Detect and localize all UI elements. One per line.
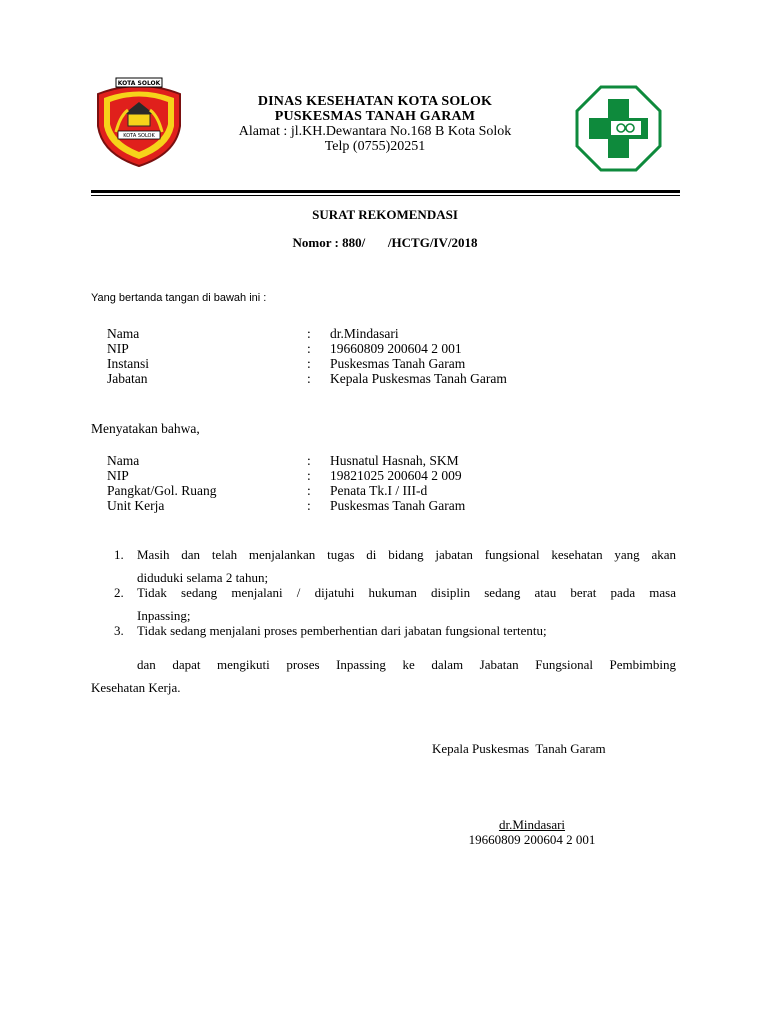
subject-name-value: Husnatul Hasnah, SKM bbox=[330, 453, 459, 468]
header-agency: DINAS KESEHATAN KOTA SOLOK bbox=[257, 94, 493, 109]
subject-name-colon: : bbox=[307, 453, 311, 468]
subject-unit-value: Puskesmas Tanah Garam bbox=[330, 498, 466, 513]
intro-text: Yang bertanda tangan di bawah ini : bbox=[91, 292, 267, 304]
point-1-line1: Masih dan telah menjalankan tugas di bidang jabatan fungsional kesehatan yang akan bbox=[137, 547, 676, 562]
point-2-line2: Inpassing; bbox=[137, 608, 191, 623]
signer-name-label: Nama bbox=[107, 326, 140, 341]
puskesmas-cross-logo bbox=[575, 85, 662, 172]
letter-number: Nomor : 880/ /HCTG/IV/2018 bbox=[292, 235, 478, 250]
signature-name: dr.Mindasari bbox=[498, 817, 566, 832]
signer-instansi-label: Instansi bbox=[107, 356, 149, 371]
header-rule-thin bbox=[91, 195, 680, 196]
subject-nip-value: 19821025 200604 2 009 bbox=[330, 468, 462, 483]
signer-nip-colon: : bbox=[307, 341, 311, 356]
signer-nip-value: 19660809 200604 2 001 bbox=[330, 341, 462, 356]
subject-name-label: Nama bbox=[107, 453, 140, 468]
signer-jabatan-label: Jabatan bbox=[107, 371, 148, 386]
point-1-number: 1. bbox=[114, 547, 124, 562]
subject-rank-label: Pangkat/Gol. Ruang bbox=[107, 483, 217, 498]
closing-line2: Kesehatan Kerja. bbox=[91, 680, 181, 695]
header-puskesmas: PUSKESMAS TANAH GARAM bbox=[274, 109, 476, 124]
point-1-line2: diduduki selama 2 tahun; bbox=[137, 570, 269, 585]
signer-jabatan-value: Kepala Puskesmas Tanah Garam bbox=[330, 371, 507, 386]
logo-banner-text: KOTA SOLOK bbox=[123, 133, 155, 139]
signer-name-value: dr.Mindasari bbox=[330, 326, 399, 341]
subject-nip-colon: : bbox=[307, 468, 311, 483]
header-address: Alamat : jl.KH.Dewantara No.168 B Kota Solok bbox=[238, 124, 512, 139]
subject-unit-label: Unit Kerja bbox=[107, 498, 165, 513]
subject-unit-colon: : bbox=[307, 498, 311, 513]
signature-nip: 19660809 200604 2 001 bbox=[468, 832, 596, 847]
kota-solok-logo bbox=[94, 76, 184, 168]
signer-jabatan-colon: : bbox=[307, 371, 311, 386]
statement-text: Menyatakan bahwa, bbox=[91, 421, 200, 436]
closing-line1: dan dapat mengikuti proses Inpassing ke dalam Jabatan Fungsional Pembimbing bbox=[137, 657, 676, 672]
point-2-line1: Tidak sedang menjalani / dijatuhi hukuman disiplin sedang atau berat pada masa bbox=[137, 585, 676, 600]
signer-name-colon: : bbox=[307, 326, 311, 341]
letter-title: SURAT REKOMENDASI bbox=[312, 207, 458, 222]
signer-instansi-colon: : bbox=[307, 356, 311, 371]
signer-nip-label: NIP bbox=[107, 341, 129, 356]
subject-rank-colon: : bbox=[307, 483, 311, 498]
signature-position: Kepala Puskesmas Tanah Garam bbox=[432, 741, 606, 756]
subject-rank-value: Penata Tk.I / III-d bbox=[330, 483, 428, 498]
subject-nip-label: NIP bbox=[107, 468, 129, 483]
signer-instansi-value: Puskesmas Tanah Garam bbox=[330, 356, 466, 371]
point-2-number: 2. bbox=[114, 585, 124, 600]
header-rule-thick bbox=[91, 190, 680, 193]
header-phone: Telp (0755)20251 bbox=[324, 139, 426, 154]
point-3-line1: Tidak sedang menjalani proses pemberhentian dari jabatan fungsional tertentu; bbox=[137, 623, 547, 638]
point-3-number: 3. bbox=[114, 623, 124, 638]
logo-top-text: KOTA SOLOK bbox=[117, 80, 161, 87]
